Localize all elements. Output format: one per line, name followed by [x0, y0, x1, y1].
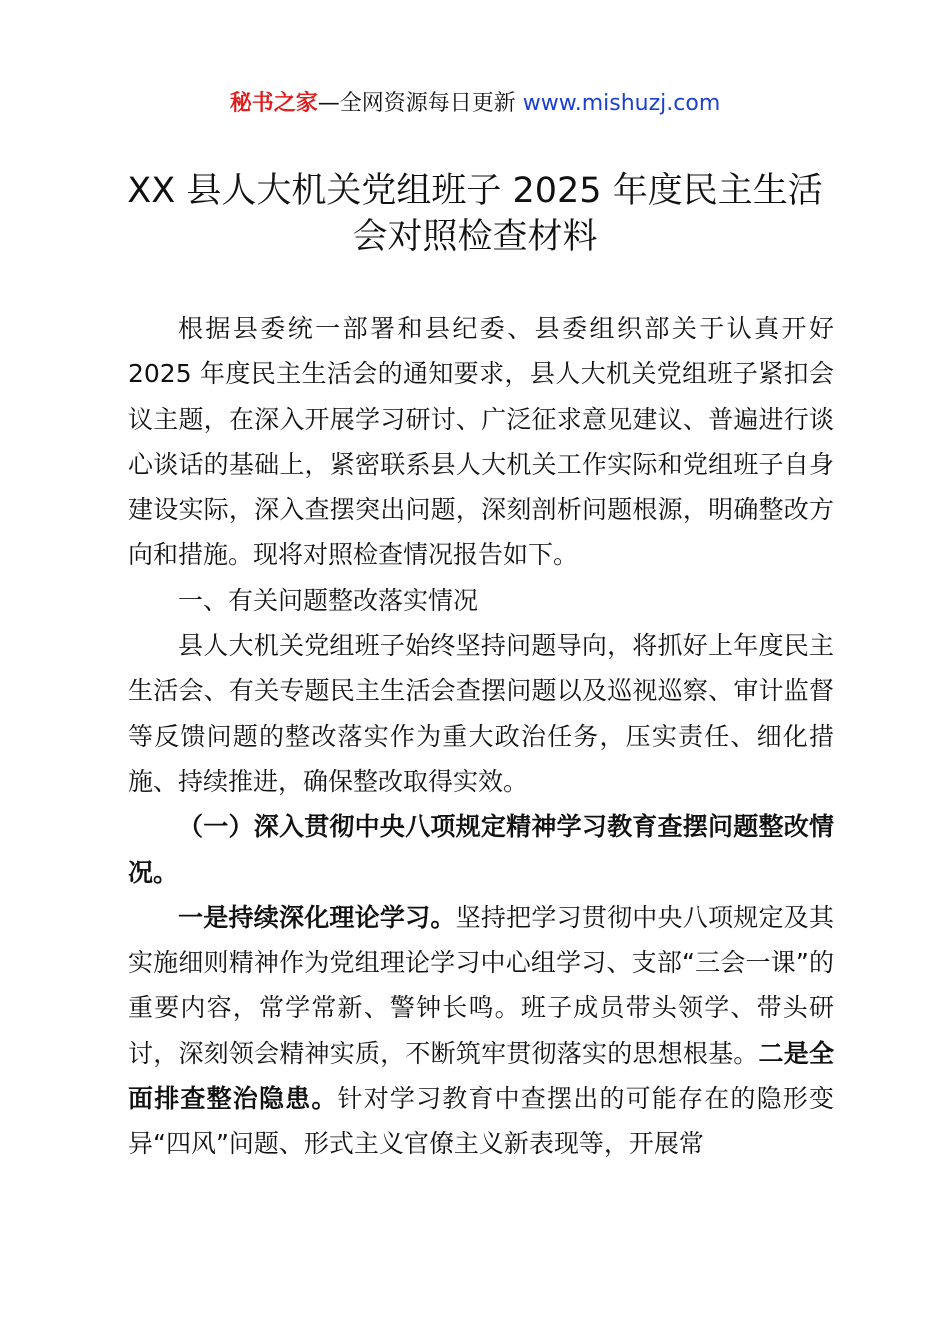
document-title-line-1: XX 县人大机关党组班子 2025 年度民主生活 — [127, 171, 823, 211]
item-2-lead: 二是全面排查整治隐患。 — [128, 1038, 834, 1114]
item-1-text: 坚持把学习贯彻中央八项规定及其实施细则精神作为党组理论学习中心组学习、支部“三会一课”的重要内容，常学常新、警钟长鸣。班子成员带头领学、带头研讨，深刻领会精神实质，不断筑牢贯彻落实的思想根基。 — [128, 902, 834, 1068]
site-slogan: —全网资源每日更新 — [317, 91, 523, 116]
site-banner — [0, 88, 950, 120]
site-url-link[interactable]: www.mishuzj.com — [522, 91, 721, 116]
document-body — [128, 306, 834, 1167]
intro-paragraph: 根据县委统一部署和县纪委、县委组织部关于认真开好 2025 年度民主生活会的通知要求，县人大机关党组班子紧扣会议主题，在深入开展学习研讨、广泛征求意见建议、普遍进行谈心谈话的基础上，紧密联系县人大机关工作实际和党组班子自身建设实际，深入查摆突出问题，深刻剖析问题根源，明确整改方向和措施。现将对照检查情况报告如下。 — [128, 314, 834, 570]
document-title — [100, 168, 850, 260]
subsection-heading-1: （一）深入贯彻中央八项规定精神学习教育查摆问题整改情况。 — [128, 812, 834, 887]
item-2-text: 针对学习教育中查摆出的可能存在的隐形变异“四风”问题、形式主义官僚主义新表现等，开展常 — [128, 1084, 834, 1159]
section-1-paragraph: 县人大机关党组班子始终坚持问题导向，将抓好上年度民主生活会、有关专题民主生活会查摆问题以及巡视巡察、审计监督等反馈问题的整改落实作为重大政治任务，压实责任、细化措施、持续推进，确保整改取得实效。 — [128, 631, 834, 796]
section-heading-1: 一、有关问题整改落实情况 — [178, 585, 479, 615]
document-title-line-2: 会对照检查材料 — [352, 217, 598, 257]
item-1-lead: 一是持续深化理论学习。 — [178, 902, 456, 932]
site-brand: 秘书之家 — [229, 91, 318, 116]
item-1-paragraph — [128, 895, 834, 1167]
